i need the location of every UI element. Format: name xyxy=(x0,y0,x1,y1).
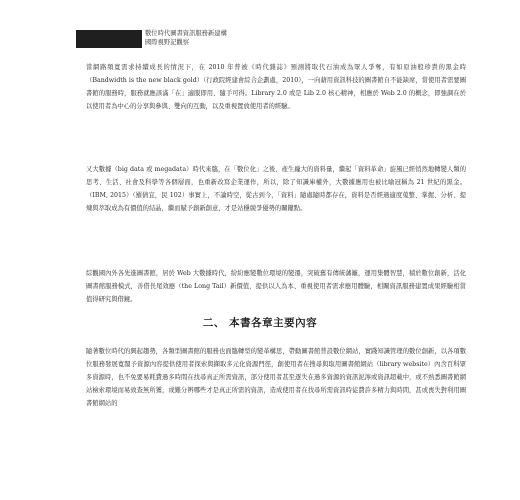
paragraph-2: 又大數據（big data 或 megadata）時代來臨，在「數位化」之後，產生龐大的資料量，繼起「資料革命」旋風已經悄然地轉變人類的思考、生活、社會及科學等各個層面，也重新改寫企業運作，所以，除了知識庫權外，大數據應用也被比喻冠稱為 21 世紀的黑金。（IBM, 2015）（羅倩宜，民 102）事實上，不論時空，從古到今，「資料」隨處隨時都存在，資料是否經過適度蒐整、掌握、分析、提煉與萃取成為有價值的結晶，繼而賦予創新創意，才是站穩競爭優勢的關鍵點。 xyxy=(86,166,466,212)
running-header xyxy=(145,30,227,47)
running-header-title: 數位時代圖書資訊服務新建構 xyxy=(145,30,227,37)
running-header-subtitle: 國際視野記觀察 xyxy=(145,38,190,46)
section-heading: 二、 本書各章主要內容 xyxy=(202,317,318,329)
paragraph-1: 當網路頻寬需求持續成長的情況下，在 2010 年普被《時代雜誌》預測將取代石油成為眾人爭奪，有如原油般珍貴的黑金時（Bandwidth is the new black gold）（行政院經建會綜合企劃處，2010），一向藉用資訊科技的圖書館自不能缺席，當使用者需要圖書館的服務時，服務就應該滿「在」適服即用、隨手可得。Library 2.0 或是 Lib 2.0 核心精神，相應於 Web 2.0 的概念，即強調在於以使用者為中心的分享與參與、雙向的互動，以及重視置放使用者的經驗。 xyxy=(86,64,466,110)
paragraph-3: 綜觀國內外各先進圖書館，居於 Web 大數據時代，紛紛應變數位環境的變遷，突破舊有傳統藩籬，運用集體智慧，積於數位創新，活化圖書館服務模式，善借長尾效應（the Long Tail）新價值，提供以人為本、重視使用者需求應用體驗，相關資訊服務建置成果經驗相當值得研究與借鏡。 xyxy=(86,270,466,303)
paragraph-4: 隨著數位時代的興起趨勢，各類型圖書館的服務也面臨轉型的變革構思，帶動圖書館普設數位網站，實踐知識管理的數位創新，以各項數位服務發展寬闊予資源內容提供使用者探索與擷取多元化資源門徑，創使用者在搜尋與取用圖書館網站（library website）內含百科眾多資源時，也不免要易耗費過多時間在找尋真正所需資訊，部分使用者甚至逐失在過多資源的資訊泥濘或資訊超載中，或不熟悉圖書館網站檢索環境而易致查無所獲，或難分辨哪些才是真正所需的資訊，造成使用者在找尋所需資訊時徒費許多精力與時間，甚或喪失對利用圖書館網站的 xyxy=(86,348,466,407)
header-bar xyxy=(76,30,142,48)
